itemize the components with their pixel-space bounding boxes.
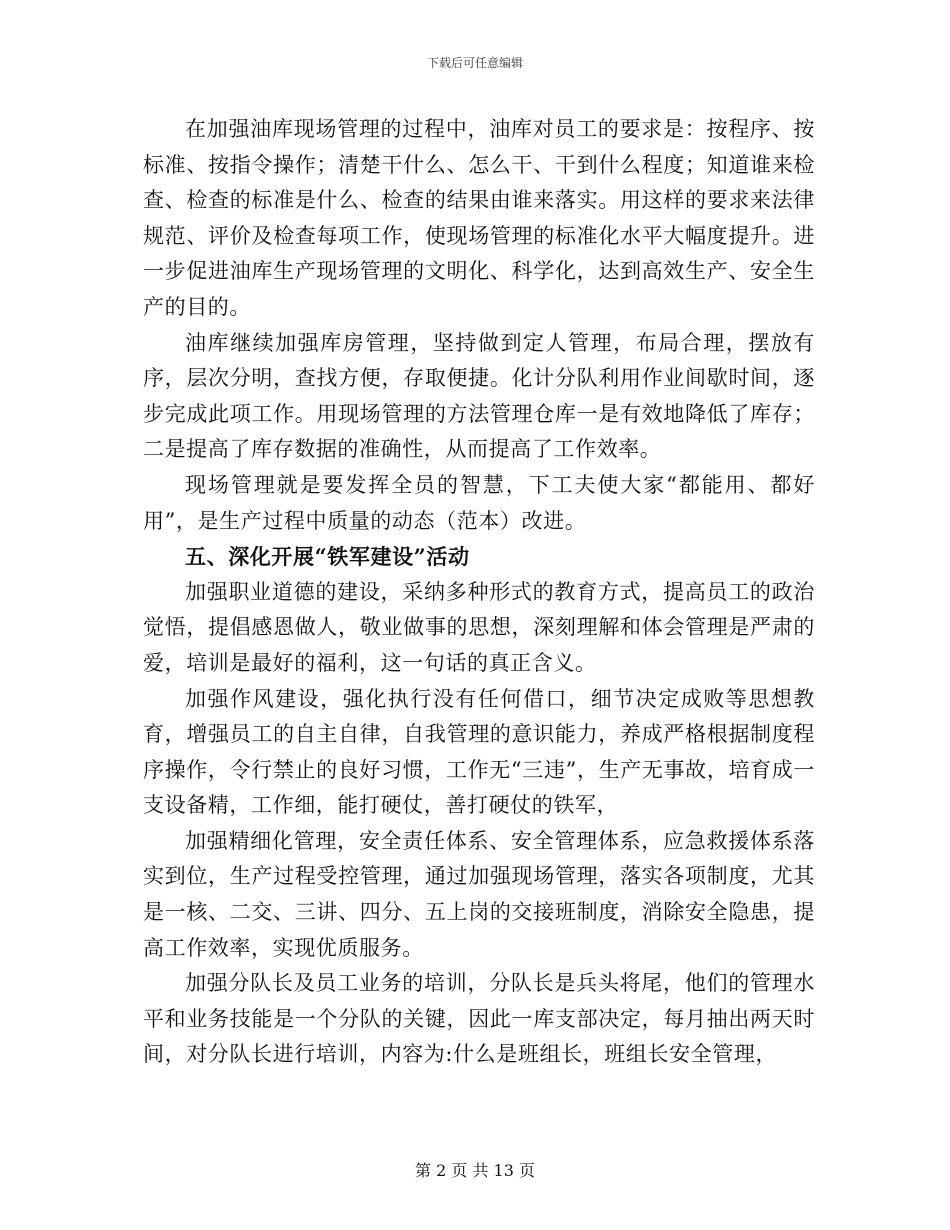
page-header: 下载后可任意编辑 <box>426 56 523 70</box>
section-heading: 五、深化开展“铁军建设”活动 <box>185 544 470 570</box>
paragraph-3: 现场管理就是要发挥全员的智慧，下工夫使大家“都能用、都好用”，是生产过程中质量的动态（范本）改进。 <box>143 472 815 533</box>
paragraph-4: 加强职业道德的建设，采纳多种形式的教育方式，提高员工的政治觉悟，提倡感恩做人，敬业做事的思想，深刻理解和体会管理是严肃的爱，培训是最好的福利，这一句话的真正含义。 <box>143 579 815 675</box>
paragraph-7: 加强分队长及员工业务的培训，分队长是兵头将尾，他们的管理水平和业务技能是一个分队的关键，因此一库支部决定，每月抽出两天时间，对分队长进行培训，内容为:什么是班组长，班组长安全管理， <box>143 971 815 1067</box>
paragraph-1: 在加强油库现场管理的过程中，油库对员工的要求是：按程序、按标准、按指令操作；清楚干什么、怎么干、干到什么程度；知道谁来检查、检查的标准是什么、检查的结果由谁来落实。用这样的要求来法律规范、评价及检查每项工作，使现场管理的标准化水平大幅度提升。进一步促进油库生产现场管理的文明化、科学化，达到高效生产、安全生产的目的。 <box>143 117 815 319</box>
page-footer: 第 2 页 共 13 页 <box>415 1161 535 1180</box>
document-body <box>143 112 815 1073</box>
paragraph-5: 加强作风建设，强化执行没有任何借口，细节决定成败等思想教育，增强员工的自主自律，自我管理的意识能力，养成严格根据制度程序操作，令行禁止的良好习惯，工作无“三违”，生产无事故，培育成一支设备精，工作细，能打硬仗，善打硬仗的铁军， <box>143 686 815 818</box>
paragraph-6: 加强精细化管理，安全责任体系、安全管理体系，应急救援体系落实到位，生产过程受控管理，通过加强现场管理，落实各项制度，尤其是一核、二交、三讲、四分、五上岗的交接班制度，消除安全隐患，提高工作效率，实现优质服务。 <box>143 828 815 960</box>
paragraph-2: 油库继续加强库房管理，坚持做到定人管理，布局合理，摆放有序，层次分明，查找方便，存取便捷。化计分队利用作业间歇时间，逐步完成此项工作。用现场管理的方法管理仓库一是有效地降低了库存；二是提高了库存数据的准确性，从而提高了工作效率。 <box>143 330 815 462</box>
